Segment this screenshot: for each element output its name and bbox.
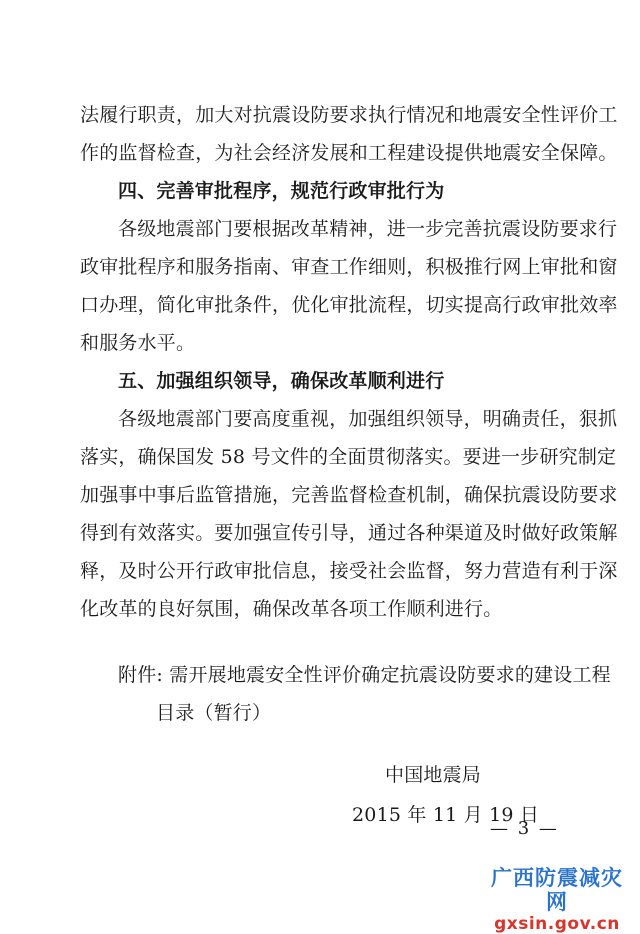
watermark-site-name: 广西防震减灾网 <box>491 866 623 914</box>
section-4-heading: 四、完善审批程序，规范行政审批行为 <box>118 180 445 202</box>
site-watermark <box>482 866 632 934</box>
section-5-line-5: 释，及时公开行政审批信息，接受社会监督，努力营造有利于深 <box>80 560 618 582</box>
attachment-line-2: 目录（暂行） <box>156 702 272 724</box>
section-4-line-4: 和服务水平。 <box>80 332 196 354</box>
signature-date: 2015 年 11 月 19 日 <box>352 804 540 826</box>
section-5-line-2: 落实，确保国发 58 号文件的全面贯彻落实。要进一步研究制定 <box>80 446 617 468</box>
section-5-heading: 五、加强组织领导，确保改革顺利进行 <box>118 370 445 392</box>
watermark-url: gxsin.gov.cn <box>494 914 620 934</box>
signature-org: 中国地震局 <box>385 764 482 786</box>
section-5-line-3: 加强事中事后监管措施，完善监督检查机制，确保抗震设防要求 <box>80 484 618 506</box>
section-4-line-2: 政审批程序和服务指南、审查工作细则，积极推行网上审批和窗 <box>80 256 618 278</box>
section-5-line-1: 各级地震部门要高度重视，加强组织领导，明确责任，狠抓 <box>118 408 618 430</box>
section-4-line-1: 各级地震部门要根据改革精神，进一步完善抗震设防要求行 <box>118 218 618 240</box>
attachment-line-1: 附件: 需开展地震安全性评价确定抗震设防要求的建设工程 <box>118 664 611 686</box>
section-5-line-6: 化改革的良好氛围，确保改革各项工作顺利进行。 <box>80 598 503 620</box>
section-4-line-3: 口办理，简化审批条件，优化审批流程，切实提高行政审批效率 <box>80 294 618 316</box>
page-number: — 3 — <box>490 818 559 839</box>
body-line-1: 法履行职责，加大对抗震设防要求执行情况和地震安全性评价工 <box>80 104 618 126</box>
body-line-2: 作的监督检查，为社会经济发展和工程建设提供地震安全保障。 <box>80 142 618 164</box>
section-5-line-4: 得到有效落实。要加强宣传引导，通过各种渠道及时做好政策解 <box>80 522 618 544</box>
